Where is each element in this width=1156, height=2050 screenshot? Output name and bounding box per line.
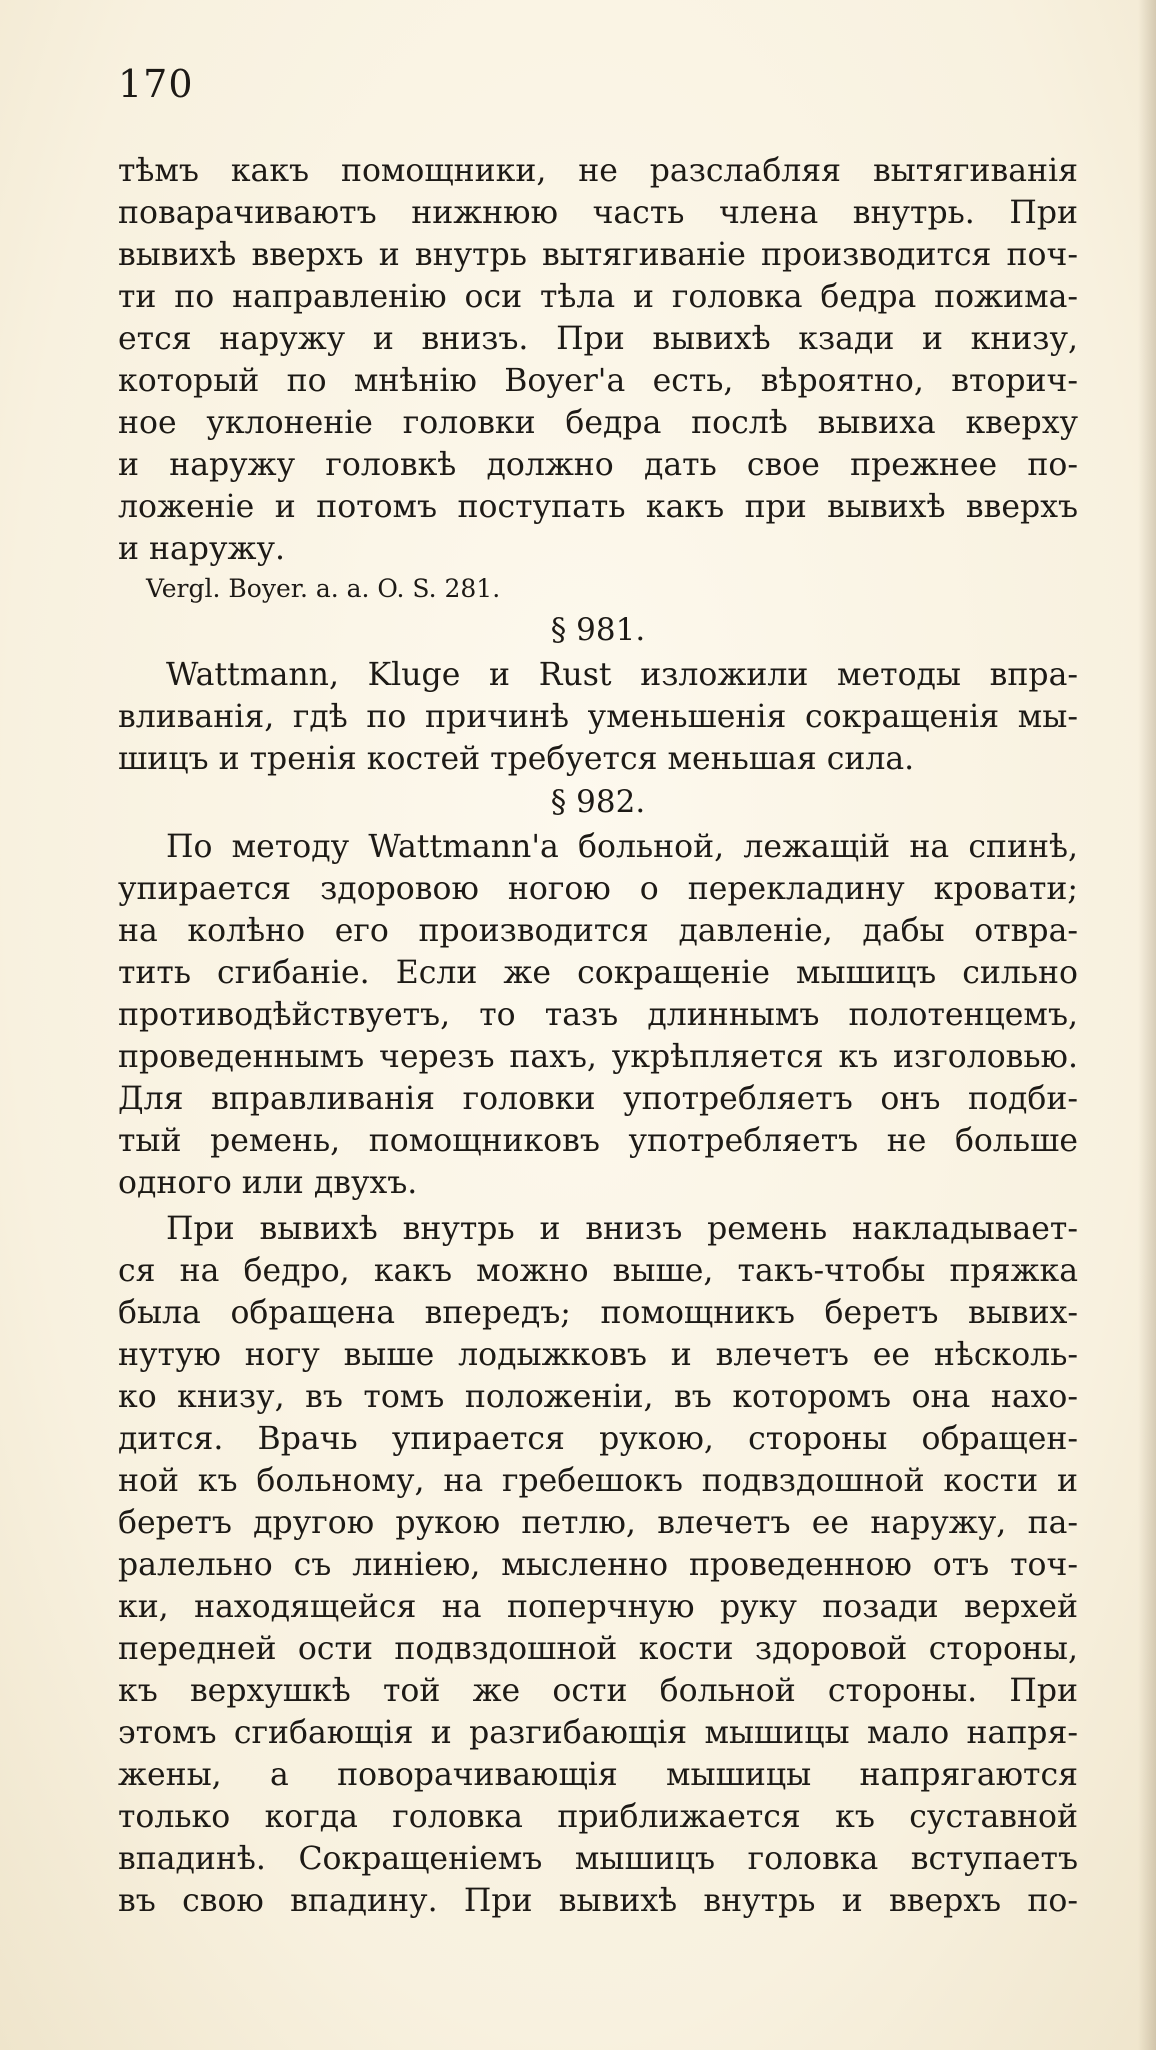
text-line: и наружу.	[118, 531, 286, 567]
text-line: къ верхушкѣ той же ости больной стороны. При	[118, 1673, 1078, 1709]
text-line: При вывихѣ внутрь и внизъ ремень накладывает-	[166, 1211, 1078, 1247]
text-line: только когда головка приближается къ суставной	[118, 1799, 1078, 1835]
text-line: беретъ другою рукою петлю, влечетъ ее наружу, па-	[118, 1505, 1078, 1541]
text-line: на колѣно его производится давленіе, дабы отвра-	[118, 913, 1078, 949]
text-line: который по мнѣнію Boyer'а есть, вѣроятно, вторич-	[118, 363, 1078, 399]
page-edge-shadow	[1138, 0, 1156, 2050]
text-line: одного или двухъ.	[118, 1165, 418, 1201]
citation: Vergl. Boyer. a. a. O. S. 281.	[146, 574, 501, 603]
section-981-paragraph	[118, 654, 1078, 780]
text-line: ки, находящейся на поперчную руку позади верхей	[118, 1589, 1078, 1625]
text-line: была обращена впередъ; помощникъ беретъ вывих-	[118, 1295, 1078, 1331]
text-line: и наружу головкѣ должно дать свое прежнее по-	[118, 447, 1078, 483]
text-line: вливанія, гдѣ по причинѣ уменьшенія сокращенія мы-	[118, 699, 1078, 735]
text-line: ко книзу, въ томъ положеніи, въ которомъ она нахо-	[118, 1379, 1078, 1415]
text-line: ся на бедро, какъ можно выше, такъ-чтобы пряжка	[118, 1253, 1078, 1289]
text-line: впадинѣ. Сокращеніемъ мышицъ головка вступаетъ	[118, 1841, 1078, 1877]
text-line: этомъ сгибающія и разгибающія мышицы мало напря-	[118, 1715, 1078, 1751]
text-line: нутую ногу выше лодыжковъ и влечетъ ее нѣсколь-	[118, 1337, 1078, 1373]
paragraph-continuation	[118, 150, 1078, 570]
section-heading-982: § 982.	[550, 784, 646, 820]
text-line: передней ости подвздошной кости здоровой стороны,	[118, 1631, 1078, 1667]
text-line: ное уклоненіе головки бедра послѣ вывиха кверху	[118, 405, 1078, 441]
text-line: ной къ больному, на гребешокъ подвздошной кости и	[118, 1463, 1078, 1499]
text-line: Для вправливанія головки употребляетъ онъ подби-	[118, 1081, 1078, 1117]
section-982-paragraph-1	[118, 826, 1078, 1204]
text-line: противодѣйствуетъ, то тазъ длиннымъ полотенцемъ,	[118, 997, 1078, 1033]
text-line: По методу Wattmann'а больной, лежащій на спинѣ,	[166, 829, 1078, 865]
text-line: тить сгибаніе. Если же сокращеніе мышицъ сильно	[118, 955, 1078, 991]
text-line: ралельно съ линіею, мысленно проведенною отъ точ-	[118, 1547, 1078, 1583]
text-line: поварачиваютъ нижнюю часть члена внутрь. При	[118, 195, 1078, 231]
text-line: тѣмъ какъ помощники, не разслабляя вытягиванія	[118, 153, 1078, 189]
text-line: ти по направленію оси тѣла и головка бедра пожима-	[118, 279, 1078, 315]
text-line: ложеніе и потомъ поступать какъ при вывихѣ вверхъ	[118, 489, 1078, 525]
text-line: жены, а поворачивающія мышицы напрягаются	[118, 1757, 1078, 1793]
section-982-paragraph-2	[118, 1208, 1078, 1922]
text-line: тый ремень, помощниковъ употребляетъ не больше	[118, 1123, 1078, 1159]
text-line: упирается здоровою ногою о перекладину кровати;	[118, 871, 1078, 907]
page-body	[118, 150, 1078, 1922]
text-line: проведеннымъ черезъ пахъ, укрѣпляется къ изголовью.	[118, 1039, 1078, 1075]
text-line: Wattmann, Kluge и Rust изложили методы впра-	[166, 657, 1078, 693]
page-number: 170	[118, 62, 194, 106]
text-line: шицъ и тренія костей требуется меньшая сила.	[118, 741, 915, 777]
section-heading-981: § 981.	[550, 612, 646, 648]
text-line: дится. Врачь упирается рукою, стороны обращен-	[118, 1421, 1078, 1457]
text-line: въ свою впадину. При вывихѣ внутрь и вверхъ по-	[118, 1883, 1078, 1919]
text-line: вывихѣ вверхъ и внутрь вытягиваніе производится поч-	[118, 237, 1078, 273]
text-line: ется наружу и внизъ. При вывихѣ кзади и книзу,	[118, 321, 1078, 357]
